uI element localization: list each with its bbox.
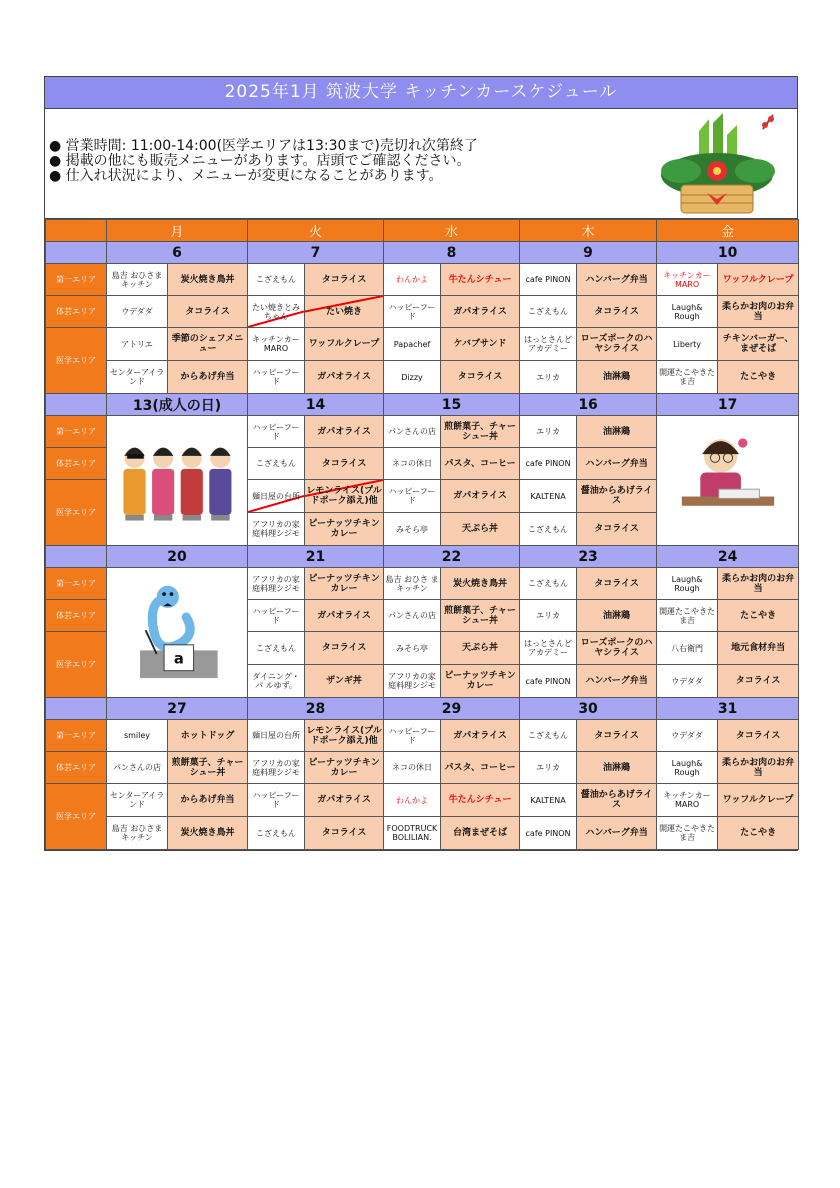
menu-item: ホットドッグ	[168, 720, 248, 752]
shop-name: センターアイランド	[107, 784, 168, 817]
menu-item: タコライス	[718, 665, 799, 698]
date-row-blank	[46, 394, 107, 416]
menu-item: 季節のシェフメニュー	[168, 328, 248, 361]
menu-item-text: レモンライス(プルドポーク添え)他	[306, 486, 382, 506]
menu-item: 牛たんシチュー	[441, 264, 520, 296]
menu-item: タコライス	[441, 361, 520, 394]
shop-name: ハッピーフード	[384, 296, 441, 328]
sports-area-label: 体芸エリア	[46, 600, 107, 632]
shop-name: エリカ	[520, 416, 577, 448]
menu-item: 炭火焼き鳥丼	[441, 568, 520, 600]
shop-name: ダイニング・パ ルゆず。	[248, 665, 305, 698]
weekday-header: 月	[107, 220, 248, 242]
menu-item: ハンバーグ弁当	[577, 665, 657, 698]
svg-text:a: a	[173, 649, 184, 667]
menu-item: タコライス	[577, 513, 657, 546]
menu-item: ワッフルクレープ	[718, 784, 799, 817]
sports-area-label: 体芸エリア	[46, 752, 107, 784]
menu-item: ピーナッツチキンカレー	[305, 752, 384, 784]
date-header: 6	[107, 242, 248, 264]
date-header: 13(成人の日)	[107, 394, 248, 416]
shop-name: アフリカの家 庭料理シジモ	[248, 568, 305, 600]
date-header: 17	[657, 394, 799, 416]
menu-item: ローズポークのハヤシライス	[577, 328, 657, 361]
note-stock: ● 仕入れ状況により、メニューが変更になることがあります。	[49, 168, 443, 184]
menu-item: ハンバーグ弁当	[577, 448, 657, 480]
illustration-cell	[107, 568, 248, 698]
menu-item: タコライス	[305, 817, 384, 850]
shop-name: こざえもん	[248, 632, 305, 665]
shop-name: Laugh& Rough	[657, 568, 718, 600]
medical-area-label: 医学エリア	[46, 480, 107, 546]
schedule-sheet	[44, 76, 798, 851]
menu-item: 油淋鶏	[577, 361, 657, 394]
date-header: 14	[248, 394, 384, 416]
date-row-blank	[46, 698, 107, 720]
shop-name: KALTENA	[520, 784, 577, 817]
menu-item: ハンバーグ弁当	[577, 264, 657, 296]
menu-item: パスタ、コーヒー	[441, 752, 520, 784]
shop-name: Laugh& Rough	[657, 296, 718, 328]
shop-name: 島吉 おひさ まキッチン	[384, 568, 441, 600]
menu-item: ワッフルクレープ	[718, 264, 799, 296]
menu-item: からあげ弁当	[168, 361, 248, 394]
menu-item: ガパオライス	[441, 720, 520, 752]
menu-item: 柔らかお肉のお弁当	[718, 296, 799, 328]
menu-item: タコライス	[305, 264, 384, 296]
menu-item	[305, 480, 384, 513]
shop-name: こざえもん	[520, 568, 577, 600]
date-header: 10	[657, 242, 799, 264]
page-title: 2025年1月 筑波大学 キッチンカースケジュール	[45, 77, 797, 109]
shop-name: こざえもん	[520, 513, 577, 546]
first-area-label: 第一エリア	[46, 568, 107, 600]
menu-item-text: たい焼き	[326, 306, 363, 317]
shop-name: パンさんの店	[107, 752, 168, 784]
shop-name-text: 麺日屋の台所	[252, 491, 301, 501]
shop-name	[248, 296, 305, 328]
shop-name: ウデダダ	[657, 665, 718, 698]
menu-item	[305, 296, 384, 328]
menu-item: ガパオライス	[441, 480, 520, 513]
shop-name: パンさんの店	[384, 416, 441, 448]
sports-area-label: 体芸エリア	[46, 448, 107, 480]
note-menu: ● 掲載の他にも販売メニューがあります。店頭でご確認ください。	[49, 153, 471, 169]
shop-name: みそら亭	[384, 513, 441, 546]
menu-item: 台湾まぜそば	[441, 817, 520, 850]
menu-item: 醤油からあげライス	[577, 784, 657, 817]
menu-item: 煎餅菓子、チャーシュー丼	[441, 416, 520, 448]
shop-name: ハッピーフード	[384, 720, 441, 752]
shop-name: こざえもん	[248, 448, 305, 480]
shop-name: キッチンカー MARO	[657, 264, 718, 296]
menu-item: ガパオライス	[305, 361, 384, 394]
date-header: 16	[520, 394, 657, 416]
date-row-blank	[46, 546, 107, 568]
menu-item: 油淋鶏	[577, 416, 657, 448]
menu-item: ローズポークのハヤシライス	[577, 632, 657, 665]
medical-area-label: 医学エリア	[46, 632, 107, 698]
shop-name: ウデダダ	[107, 296, 168, 328]
shop-name: ハッピーフード	[248, 361, 305, 394]
date-header: 7	[248, 242, 384, 264]
date-header: 22	[384, 546, 520, 568]
weekday-header: 金	[657, 220, 799, 242]
note-hours: ● 営業時間: 11:00-14:00(医学エリアは13:30まで)売切れ次第終了	[49, 138, 478, 154]
shop-name: Papachef	[384, 328, 441, 361]
shop-name: こざえもん	[248, 264, 305, 296]
menu-item: 醤油からあげライス	[577, 480, 657, 513]
shop-name: ハッピーフード	[248, 416, 305, 448]
menu-item: パスタ、コーヒー	[441, 448, 520, 480]
shop-name: キッチンカー MARO	[657, 784, 718, 817]
menu-item: ガパオライス	[441, 296, 520, 328]
menu-item: タコライス	[305, 632, 384, 665]
shop-name: ハッピーフード	[248, 600, 305, 632]
info-panel	[45, 109, 797, 219]
shop-name: cafe PINON	[520, 264, 577, 296]
shop-name: アフリカの家 庭料理シジモ	[384, 665, 441, 698]
corner-cell	[46, 220, 107, 242]
shop-name: パンさんの店	[384, 600, 441, 632]
shop-name: smiley	[107, 720, 168, 752]
menu-item: 油淋鶏	[577, 600, 657, 632]
shop-name: ウデダダ	[657, 720, 718, 752]
shop-name: cafe PINON	[520, 665, 577, 698]
menu-item: 油淋鶏	[577, 752, 657, 784]
kadomatsu-illustration	[651, 113, 781, 215]
sports-area-label: 体芸エリア	[46, 296, 107, 328]
menu-item: 煎餅菓子、チャーシュー丼	[168, 752, 248, 784]
date-header: 15	[384, 394, 520, 416]
schedule-table	[45, 219, 799, 850]
menu-item: ガパオライス	[305, 600, 384, 632]
menu-item: ワッフルクレープ	[305, 328, 384, 361]
date-header: 24	[657, 546, 799, 568]
shop-name: ハッピーフード	[248, 784, 305, 817]
shop-name: キッチンカー MARO	[248, 328, 305, 361]
shop-name: cafe PINON	[520, 448, 577, 480]
shop-name: こざえもん	[520, 296, 577, 328]
shop-name: エリカ	[520, 361, 577, 394]
shop-name: アトリエ	[107, 328, 168, 361]
shop-name: ネコの休日	[384, 752, 441, 784]
menu-item: 炭火焼き鳥丼	[168, 817, 248, 850]
shop-name: 八右衛門	[657, 632, 718, 665]
date-header: 28	[248, 698, 384, 720]
shop-name: FOODTRUCK BOLILIAN.	[384, 817, 441, 850]
shop-name: ネコの休日	[384, 448, 441, 480]
first-area-label: 第一エリア	[46, 264, 107, 296]
date-header: 21	[248, 546, 384, 568]
menu-item: タコライス	[718, 720, 799, 752]
menu-item: タコライス	[168, 296, 248, 328]
menu-item: からあげ弁当	[168, 784, 248, 817]
shop-name: 島吉 おひさま キッチン	[107, 264, 168, 296]
shop-name: cafe PINON	[520, 817, 577, 850]
menu-item: ガパオライス	[305, 784, 384, 817]
shop-name: Dizzy	[384, 361, 441, 394]
shop-name: 開運たこやきた ま吉	[657, 600, 718, 632]
menu-item: チキンバーガー、まぜそば	[718, 328, 799, 361]
shop-name: KALTENA	[520, 480, 577, 513]
shop-name: 島吉 おひさま キッチン	[107, 817, 168, 850]
shop-name: はっとさんど アカデミー	[520, 328, 577, 361]
shop-name: Liberty	[657, 328, 718, 361]
shop-name: アフリカの家庭料理シジモ	[248, 513, 305, 546]
menu-item: 柔らかお肉のお弁当	[718, 568, 799, 600]
first-area-label: 第一エリア	[46, 416, 107, 448]
illustration-cell	[107, 416, 248, 546]
first-area-label: 第一エリア	[46, 720, 107, 752]
menu-item: たこやき	[718, 361, 799, 394]
date-header: 23	[520, 546, 657, 568]
menu-item: 天ぷら丼	[441, 513, 520, 546]
medical-area-label: 医学エリア	[46, 784, 107, 850]
menu-item: ザンギ丼	[305, 665, 384, 698]
weekday-header: 火	[248, 220, 384, 242]
date-row-blank	[46, 242, 107, 264]
menu-item: 地元食材弁当	[718, 632, 799, 665]
menu-item: ケバブサンド	[441, 328, 520, 361]
shop-name-text: たい焼きとみちゃん	[252, 302, 301, 321]
shop-name	[248, 480, 305, 513]
date-header: 20	[107, 546, 248, 568]
menu-item: たこやき	[718, 600, 799, 632]
notes-list	[49, 139, 478, 184]
menu-item: タコライス	[577, 296, 657, 328]
menu-item: ピーナッツチキンカレー	[305, 513, 384, 546]
menu-item: ハンバーグ弁当	[577, 817, 657, 850]
shop-name: Laugh& Rough	[657, 752, 718, 784]
shop-name: アフリカの家 庭料理シジモ	[248, 752, 305, 784]
shop-name: 開運たこやきた ま吉	[657, 817, 718, 850]
date-header: 27	[107, 698, 248, 720]
date-header: 8	[384, 242, 520, 264]
menu-item: タコライス	[305, 448, 384, 480]
shop-name: 開運たこやきた ま吉	[657, 361, 718, 394]
menu-item: たこやき	[718, 817, 799, 850]
menu-item: タコライス	[577, 568, 657, 600]
menu-item: 柔らかお肉のお弁当	[718, 752, 799, 784]
menu-item: ガパオライス	[305, 416, 384, 448]
shop-name: エリカ	[520, 600, 577, 632]
shop-name: みそら亭	[384, 632, 441, 665]
menu-item: レモンライス(プルドポーク添え)他	[305, 720, 384, 752]
menu-item: ピーナッツチキンカレー	[441, 665, 520, 698]
menu-item: 煎餅菓子、チャーシュー丼	[441, 600, 520, 632]
menu-item: タコライス	[577, 720, 657, 752]
shop-name: はっとさんど アカデミー	[520, 632, 577, 665]
date-header: 29	[384, 698, 520, 720]
shop-name: センターアイランド	[107, 361, 168, 394]
date-header: 31	[657, 698, 799, 720]
shop-name: わんかよ	[384, 264, 441, 296]
illustration-cell	[657, 416, 799, 546]
shop-name: エリカ	[520, 752, 577, 784]
shop-name: こざえもん	[520, 720, 577, 752]
date-header: 30	[520, 698, 657, 720]
menu-item: ピーナッツチキンカレー	[305, 568, 384, 600]
menu-item: 炭火焼き鳥丼	[168, 264, 248, 296]
shop-name: ハッピーフード	[384, 480, 441, 513]
shop-name: わんかよ	[384, 784, 441, 817]
weekday-header: 水	[384, 220, 520, 242]
date-header: 9	[520, 242, 657, 264]
menu-item: 牛たんシチュー	[441, 784, 520, 817]
medical-area-label: 医学エリア	[46, 328, 107, 394]
weekday-header: 木	[520, 220, 657, 242]
shop-name: こざえもん	[248, 817, 305, 850]
menu-item: 天ぷら丼	[441, 632, 520, 665]
shop-name: 麺日屋の台所	[248, 720, 305, 752]
